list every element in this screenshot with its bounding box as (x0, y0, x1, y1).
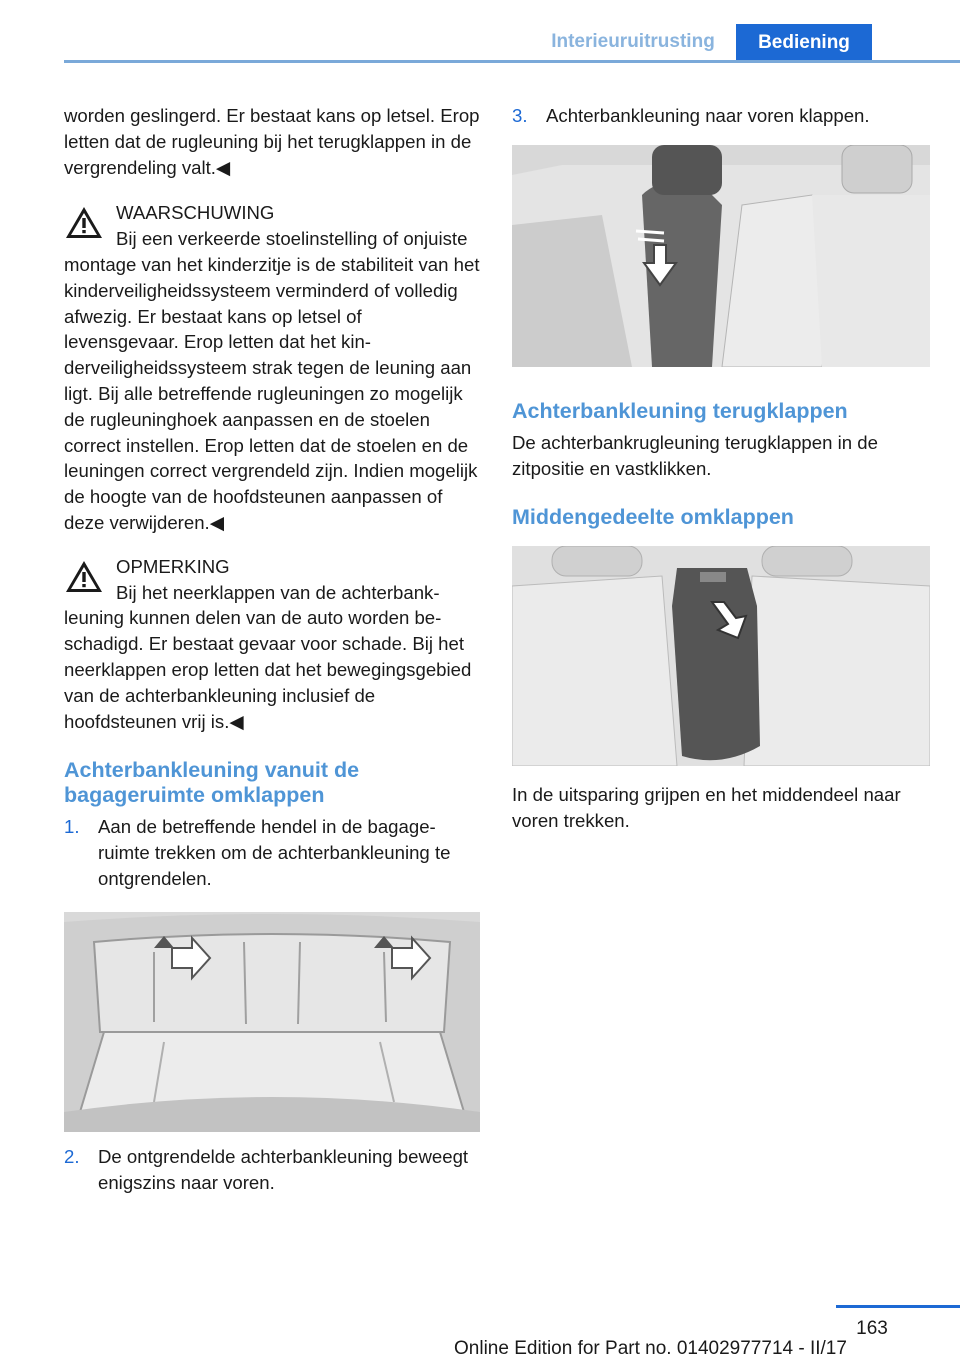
list-item (64, 814, 480, 891)
steps-list-continued (64, 1144, 480, 1196)
steps-list-right (512, 103, 930, 129)
page-number: 163 (856, 1318, 888, 1339)
steps-list (64, 814, 480, 891)
center-section-illustration (512, 546, 930, 766)
header-active-tab[interactable]: Bediening (736, 24, 872, 62)
step-text: Aan de betreffende hendel in de bagageruimte trekken om de achterbankleuning te ontgrendelen. (98, 816, 451, 889)
step-number: 3. (512, 105, 528, 126)
section-title-trunk: Achterbankleuning vanuit de bagageruimte omklappen (64, 758, 360, 808)
step-text: De ontgrendelde achterbankleuning beweegt enigszins naar voren. (98, 1145, 469, 1193)
step-text: Achterbankleuning naar voren klappen. (546, 105, 870, 126)
warning-block (64, 200, 480, 535)
list-item (512, 103, 930, 129)
warning-text: Bij een verkeerde stoelinstelling of onjuiste montage van het kinderzitje is de stabiliteit van het kinderveiligheidssysteem verminderd of volledig afwezig. Er bestaat kans op letsel of levensgevaar. Erop letten dat het kinderveiligheidssysteem strak tegen de leuning aan ligt. Bij alle betreffende rugleuningen zo mogelijk de rugleuninghoek aanpassen en de stoelen correct instellen. Erop letten dat de stoelen en de leuningen correct vergrendeld zijn. Indien mogelijk de hoogte van de hoofdsteunen aanpassen of deze verwijderen.◀ (64, 228, 480, 533)
warning-triangle-icon (64, 204, 104, 240)
note-text: Bij het neerklappen van de achterbankleuning kunnen delen van de auto worden beschadigd. Er bestaat gevaar voor schade. Bij het neerklappen erop letten dat het bewegingsgebied van de achterbankleuning inclusief de hoofdsteunen vrij is.◀ (64, 581, 472, 732)
header-section-tab[interactable]: Interieuruitrusting (551, 31, 715, 52)
header-rule (64, 60, 960, 63)
step-number: 1. (64, 816, 80, 838)
warning-triangle-icon (64, 558, 104, 594)
list-item (64, 1144, 480, 1196)
intro-paragraph: worden geslingerd. Er bestaat kans op letsel. Erop letten dat de rugleuning bij het terugklappen in de vergrendeling valt.◀ (64, 105, 480, 178)
right-column (512, 103, 930, 834)
footer-rule (836, 1305, 960, 1308)
fold-back-text: De achterbankrugleuning terugklappen in de zitpositie en vastklikken. (512, 431, 878, 479)
warning-title: WAARSCHUWING (116, 202, 275, 224)
edition-note: Online Edition for Part no. 01402977714 - II/17 (454, 1338, 847, 1359)
trunk-illustration (64, 912, 480, 1132)
section-title-fold-back: Achterbankleuning terugklappen (512, 398, 848, 423)
note-title: OPMERKING (116, 555, 230, 577)
seatback-fold-illustration (512, 145, 930, 367)
note-block (64, 554, 480, 735)
center-section-text: In de uitsparing grijpen en het middendeel naar voren trekken. (512, 784, 901, 832)
section-title-center-fold: Middengedeelte omklappen (512, 505, 794, 530)
left-column (64, 103, 480, 1195)
step-number: 2. (64, 1145, 80, 1167)
